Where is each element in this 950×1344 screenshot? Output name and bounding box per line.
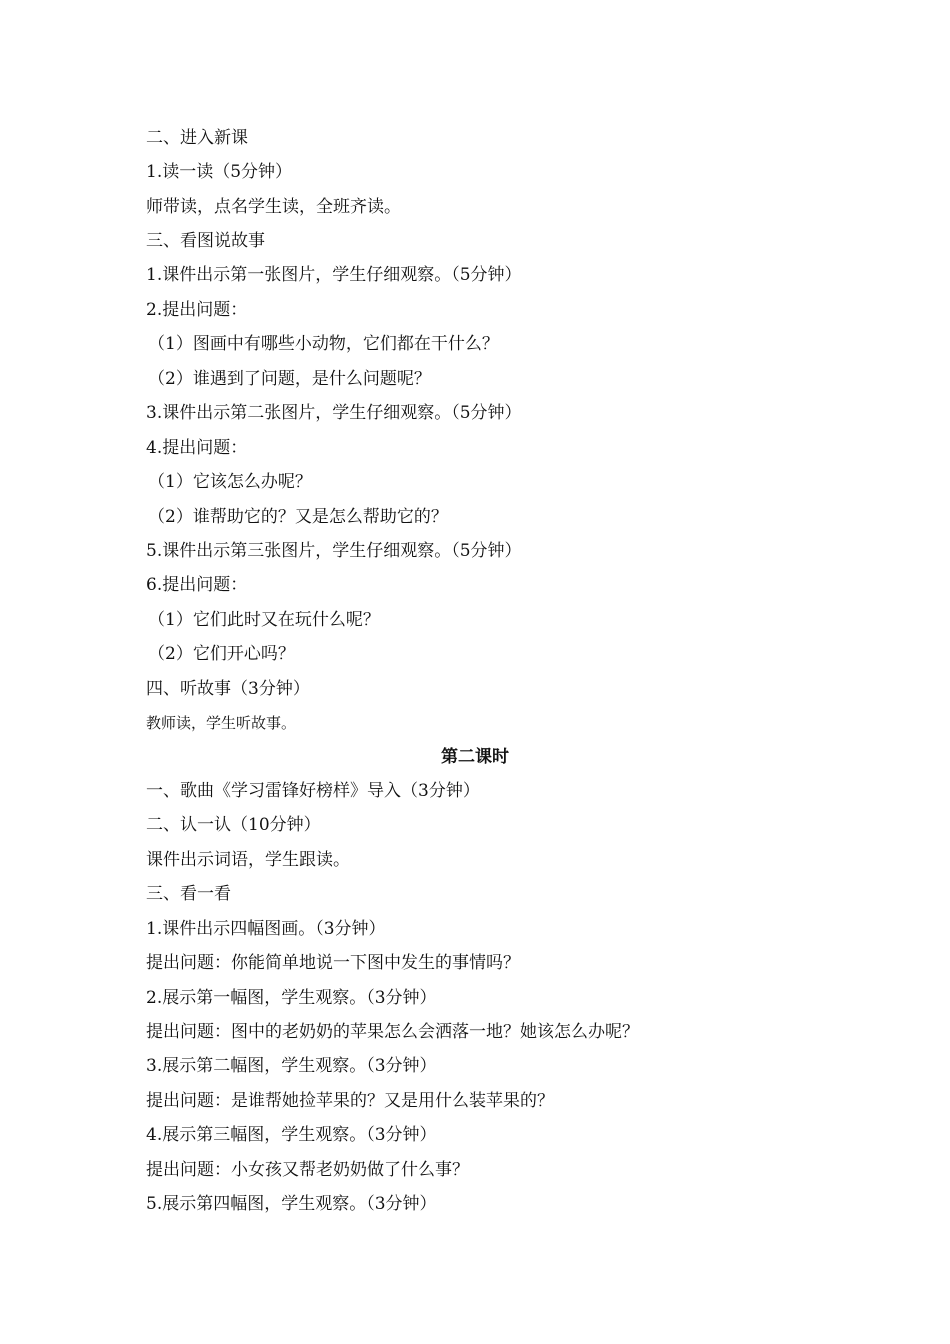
text-line: 课件出示词语，学生跟读。 [146,850,350,870]
text-line: 1.课件出示四幅图画。（3分钟） [146,919,386,939]
text-line: 教师读，学生听故事。 [146,714,297,732]
text-line: 师带读，点名学生读，全班齐读。 [146,197,401,217]
section-heading-look: 三、看一看 [146,884,231,904]
section-heading-recognize: 二、认一认（10分钟） [146,815,321,835]
question-line: 提出问题：图中的老奶奶的苹果怎么会洒落一地？她该怎么办呢？ [146,1022,639,1042]
section-heading-song-intro: 一、歌曲《学习雷锋好榜样》导入（3分钟） [146,781,480,801]
section-heading-enter-new-lesson: 二、进入新课 [146,128,248,148]
text-line: 5.课件出示第三张图片，学生仔细观察。（5分钟） [146,541,522,561]
text-line: 3.展示第二幅图，学生观察。（3分钟） [146,1056,437,1076]
question-item: （2）谁帮助它的？又是怎么帮助它的？ [148,507,448,527]
question-item: （1）图画中有哪些小动物，它们都在干什么？ [148,334,499,354]
section-heading-picture-story: 三、看图说故事 [146,231,265,251]
text-line: 2.提出问题： [146,300,248,320]
text-line: 2.展示第一幅图，学生观察。（3分钟） [146,988,437,1008]
lesson-two-heading: 第二课时 [441,747,509,767]
text-line: 1.课件出示第一张图片，学生仔细观察。（5分钟） [146,265,522,285]
text-line: 1.读一读（5分钟） [146,162,293,182]
question-line: 提出问题：小女孩又帮老奶奶做了什么事？ [146,1160,469,1180]
text-line: 5.展示第四幅图，学生观察。（3分钟） [146,1194,437,1214]
text-line: 6.提出问题： [146,575,248,595]
question-item: （1）它该怎么办呢？ [148,472,312,492]
text-line: 4.提出问题： [146,438,248,458]
question-item: （2）谁遇到了问题，是什么问题呢？ [148,369,431,389]
question-item: （1）它们此时又在玩什么呢？ [148,610,380,630]
question-line: 提出问题：是谁帮她捡苹果的？又是用什么装苹果的？ [146,1091,554,1111]
section-heading-listen-story: 四、听故事（3分钟） [146,679,310,699]
question-item: （2）它们开心吗？ [148,644,295,664]
text-line: 4.展示第三幅图，学生观察。（3分钟） [146,1125,437,1145]
text-line: 3.课件出示第二张图片，学生仔细观察。（5分钟） [146,403,522,423]
question-line: 提出问题：你能简单地说一下图中发生的事情吗？ [146,953,520,973]
